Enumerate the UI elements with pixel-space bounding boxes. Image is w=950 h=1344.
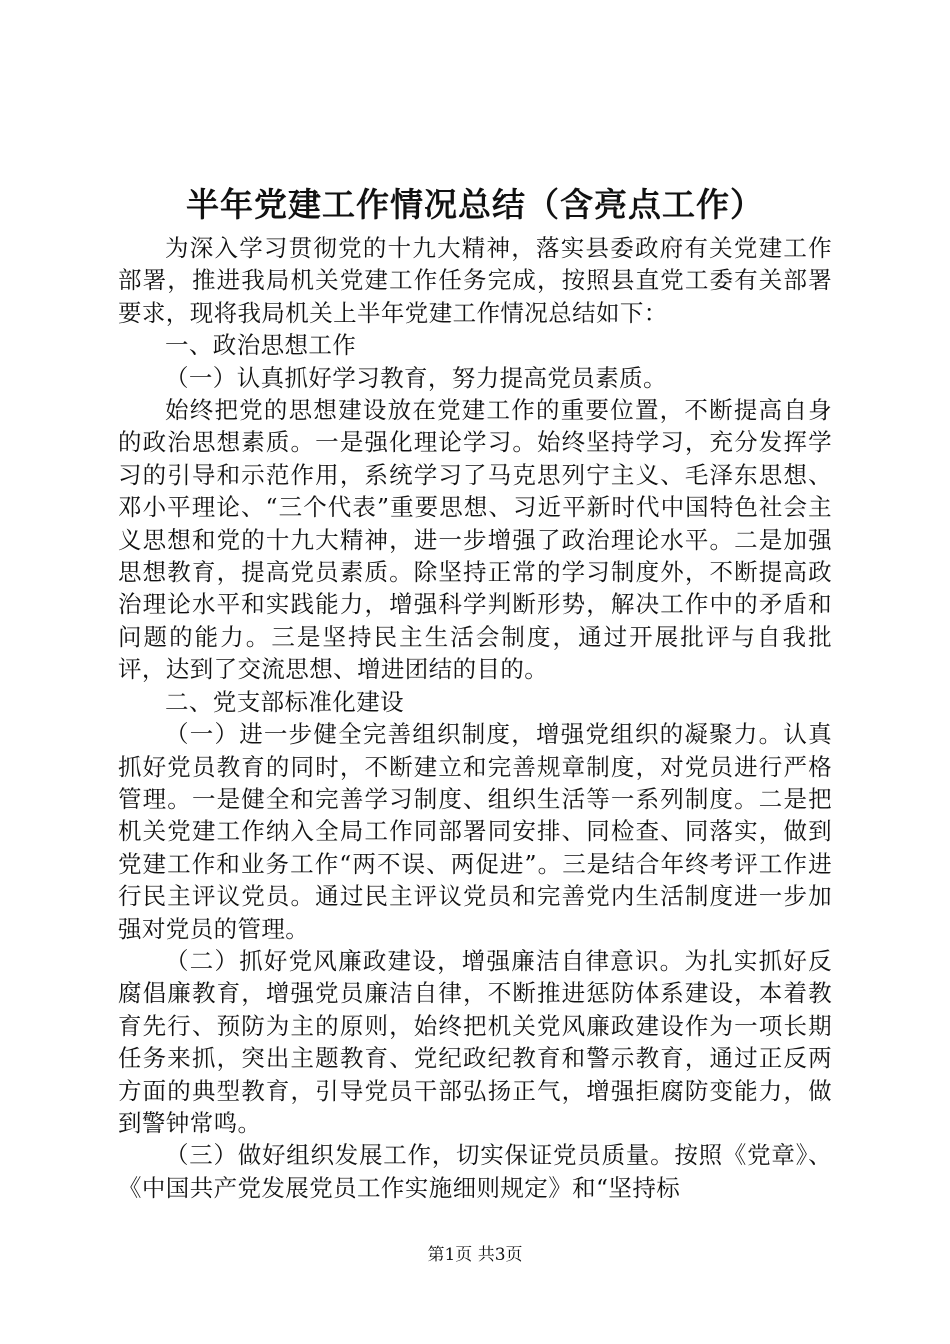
paragraph-organization-development: （三）做好组织发展工作，切实保证党员质量。按照《党章》、《中国共产党发展党员工作实施细则规定》和“坚持标 (118, 1141, 832, 1202)
paragraph-organization-system: （一）进一步健全完善组织制度，增强党组织的凝聚力。认真抓好党员教育的同时，不断建立和完善规章制度，对党员进行严格管理。一是健全和完善学习制度、组织生活等一系列制度。二是把机关党建工作纳入全局工作同部署同安排、同检查、同落实，做到党建工作和业务工作“两不误、两促进”。三是结合年终考评工作进行民主评议党员。通过民主评议党员和完善党内生活制度进一步加强对党员的管理。 (118, 720, 832, 943)
paragraph-integrity-building: （二）抓好党风廉政建设，增强廉洁自律意识。为扎实抓好反腐倡廉教育，增强党员廉洁自律，不断推进惩防体系建设，本着教育先行、预防为主的原则，始终把机关党风廉政建设作为一项长期任务来抓，突出主题教育、党纪政纪教育和警示教育，通过正反两方面的典型教育，引导党员干部弘扬正气，增强拒腐防变能力，做到警钟常鸣。 (118, 946, 832, 1137)
document-body (118, 232, 832, 1204)
document-title: 半年党建工作情况总结（含亮点工作） (186, 185, 764, 224)
page-number-footer: 第1页 共3页 (427, 1245, 523, 1265)
section-heading-political: 一、政治思想工作 (165, 331, 357, 360)
paragraph-ideological-building: 始终把党的思想建设放在党建工作的重要位置，不断提高自身的政治思想素质。一是强化理论学习。始终坚持学习，充分发挥学习的引导和示范作用，系统学习了马克思列宁主义、毛泽东思想、邓小平理论、“三个代表”重要思想、习近平新时代中国特色社会主义思想和党的十九大精神，进一步增强了政治理论水平。二是加强思想教育，提高党员素质。除坚持正常的学习制度外，不断提高政治理论水平和实践能力，增强科学判断形势，解决工作中的矛盾和问题的能力。三是坚持民主生活会制度，通过开展批评与自我批评，达到了交流思想、增进团结的目的。 (118, 396, 832, 684)
subsection-heading-study: （一）认真抓好学习教育，努力提高党员素质。 (165, 363, 667, 392)
section-heading-branch-standardization: 二、党支部标准化建设 (165, 687, 404, 716)
intro-paragraph: 为深入学习贯彻党的十九大精神，落实县委政府有关党建工作部署，推进我局机关党建工作任务完成，按照县直党工委有关部署要求，现将我局机关上半年党建工作情况总结如下： (118, 234, 832, 327)
